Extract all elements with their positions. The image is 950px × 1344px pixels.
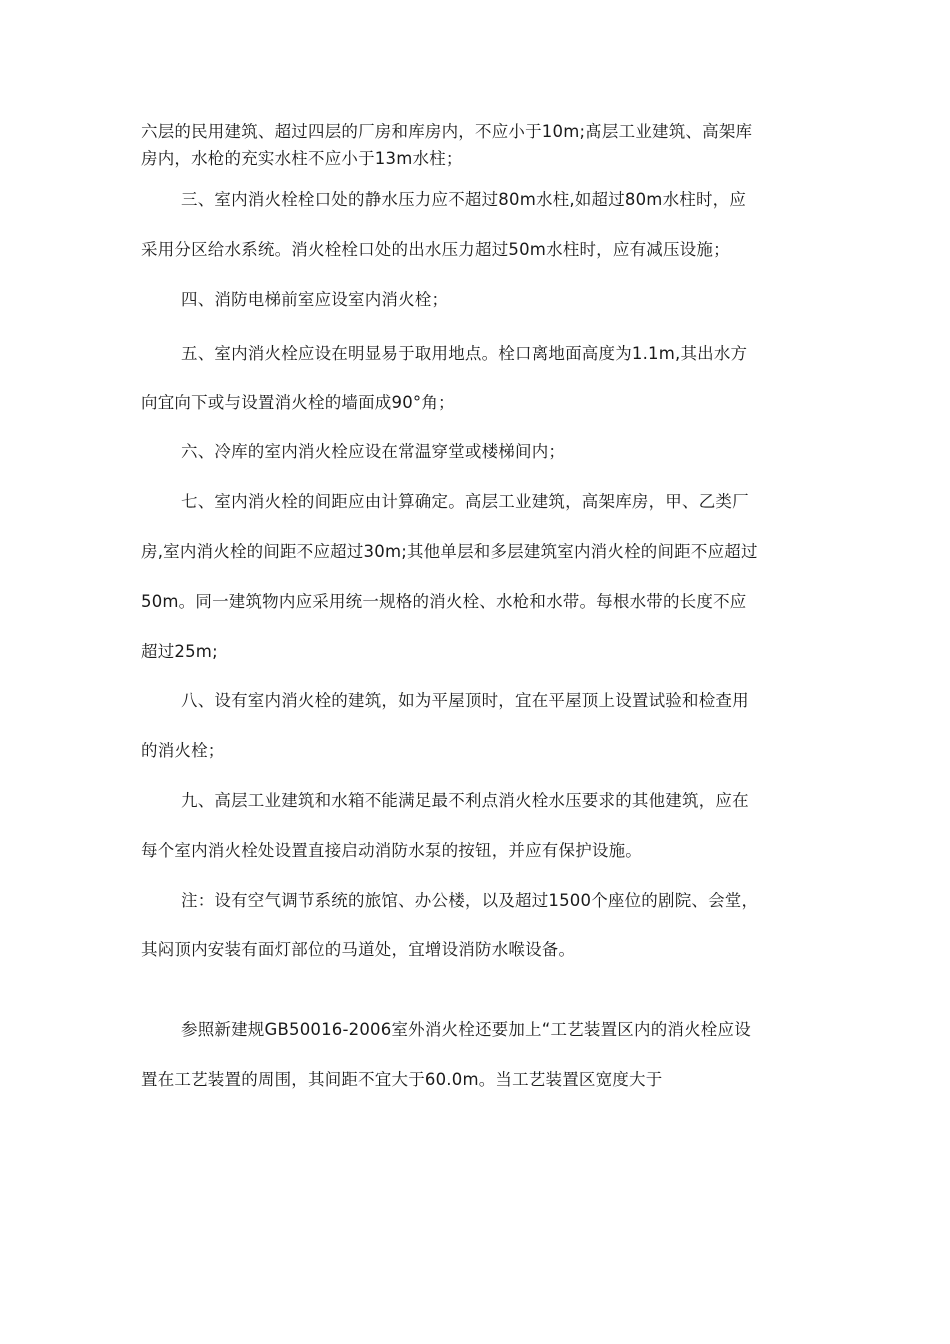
text-line: 每个室内消火栓处设置直接启动消防水泵的按钮，并应有保护设施。 — [141, 841, 642, 860]
text-line: 九、高层工业建筑和水箱不能满足最不利点消火栓水压要求的其他建筑，应在 — [181, 791, 749, 810]
text-line: 其闷顶内安装有面灯部位的马道处，宜增设消防水喉设备。 — [141, 940, 576, 959]
text-line: 向宜向下或与设置消火栓的墙面成90°角； — [141, 393, 455, 412]
text-line: 50m。同一建筑物内应采用统一规格的消火栓、水枪和水带。每根水带的长度不应 — [141, 592, 747, 611]
text-line: 参照新建规GB50016-2006室外消火栓还要加上“工艺装置区内的消火栓应设 — [181, 1020, 751, 1039]
text-line: 超过25m; — [141, 642, 218, 661]
text-line: 三、室内消火栓栓口处的静水压力应不超过80m水柱,如超过80m水柱时，应 — [181, 190, 747, 209]
text-line: 七、室内消火栓的间距应由计算确定。高层工业建筑，高架库房，甲、乙类厂 — [181, 492, 749, 511]
text-line: 房内，水枪的充实水柱不应小于13m水柱； — [141, 149, 463, 168]
text-line: 六、冷库的室内消火栓应设在常温穿堂或楼梯间内； — [181, 442, 566, 461]
text-line: 四、消防电梯前室应设室内消火栓； — [181, 290, 449, 309]
text-line: 置在工艺装置的周围，其间距不宜大于60.0m。当工艺装置区宽度大于 — [141, 1070, 663, 1089]
text-line: 注：设有空气调节系统的旅馆、办公楼，以及超过1500个座位的剧院、会堂， — [181, 891, 759, 910]
text-line: 采用分区给水系统。消火栓栓口处的出水压力超过50m水柱时，应有减压设施； — [141, 240, 730, 259]
text-line: 的消火栓； — [141, 741, 225, 760]
text-line: 房,室内消火栓的间距不应超过30m;其他单层和多层建筑室内消火栓的间距不应超过 — [141, 542, 758, 561]
text-line: 五、室内消火栓应设在明显易于取用地点。栓口离地面高度为1.1m,其出水方 — [181, 344, 748, 363]
text-line: 八、设有室内消火栓的建筑，如为平屋顶时，宜在平屋顶上设置试验和检查用 — [181, 691, 749, 710]
text-line: 六层的民用建筑、超过四层的厂房和库房内，不应小于10m;髙层工业建筑、高架库 — [141, 122, 753, 141]
